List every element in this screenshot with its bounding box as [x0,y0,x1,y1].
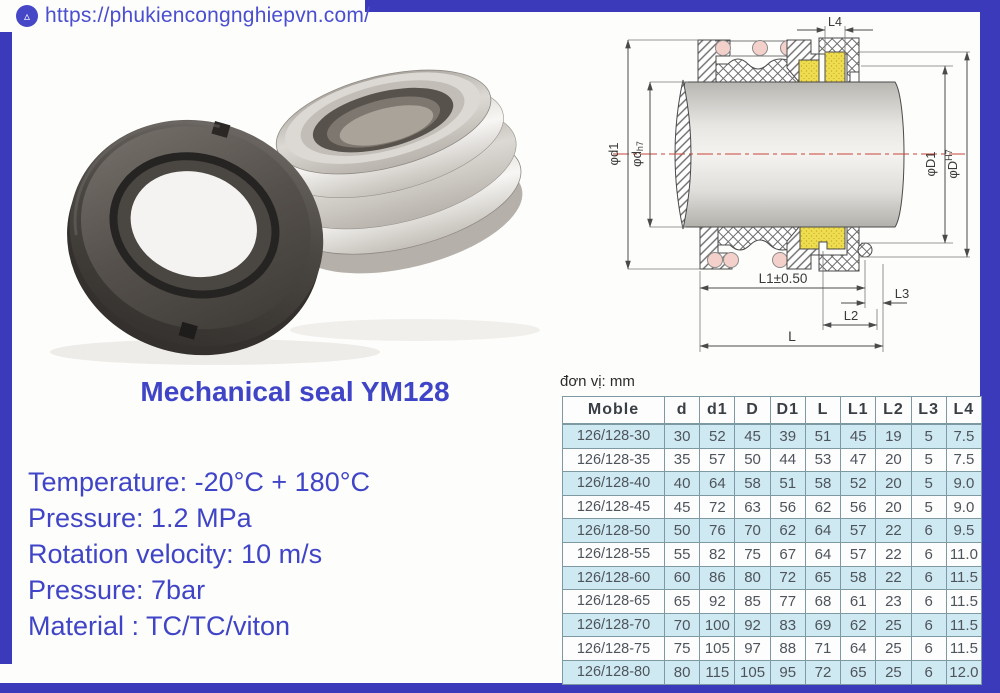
value-cell: 44 [770,448,805,472]
unit-note: đơn vị: mm [560,373,635,390]
value-cell: 105 [700,637,735,661]
value-cell: 51 [805,424,840,448]
value-cell: 58 [735,472,770,496]
value-cell: 86 [700,566,735,590]
lower-seal-assembly [700,227,872,271]
table-row [563,519,982,543]
product-photo [10,28,540,378]
value-cell: 56 [770,495,805,519]
value-cell: 85 [735,590,770,614]
value-cell: 68 [805,590,840,614]
model-cell: 126/128-50 [563,519,665,543]
value-cell: 67 [770,542,805,566]
value-cell: 20 [876,448,911,472]
table-row [563,495,982,519]
photo-shadow [290,319,540,341]
value-cell: 76 [700,519,735,543]
value-cell: 53 [805,448,840,472]
spec-line-pressure-bar: Pressure: 7bar [28,575,206,605]
value-cell: 52 [841,472,876,496]
value-cell: 58 [805,472,840,496]
value-cell: 63 [735,495,770,519]
value-cell: 9.0 [946,472,981,496]
value-cell: 70 [735,519,770,543]
value-cell: 12.0 [946,660,981,684]
value-cell: 6 [911,637,946,661]
spec-line-temperature: Temperature: -20°C + 180°C [28,467,371,497]
table-row [563,542,982,566]
value-cell: 62 [805,495,840,519]
value-cell: 57 [700,448,735,472]
rotating-face [799,60,819,82]
site-url-row [16,4,370,28]
value-cell: 11.5 [946,590,981,614]
value-cell: 60 [665,566,700,590]
right-border-bar [980,0,1000,693]
table-row [563,424,982,448]
table-header-cell: d [665,397,700,425]
value-cell: 65 [841,660,876,684]
value-cell: 20 [876,495,911,519]
dim-label-DH7: $\varphi D^{H7}$ [944,149,960,179]
value-cell: 11.5 [946,566,981,590]
table-row [563,637,982,661]
value-cell: 19 [876,424,911,448]
top-border-bar [365,0,1000,12]
model-cell: 126/128-35 [563,448,665,472]
value-cell: 57 [841,519,876,543]
value-cell: 11.0 [946,542,981,566]
value-cell: 58 [841,566,876,590]
value-cell: 5 [911,424,946,448]
value-cell: 65 [805,566,840,590]
value-cell: 40 [665,472,700,496]
model-cell: 126/128-45 [563,495,665,519]
value-cell: 6 [911,519,946,543]
stationary-seat [825,52,845,82]
value-cell: 92 [735,613,770,637]
model-cell: 126/128-80 [563,660,665,684]
value-cell: 77 [770,590,805,614]
value-cell: 45 [735,424,770,448]
value-cell: 22 [876,566,911,590]
value-cell: 25 [876,660,911,684]
value-cell: 80 [665,660,700,684]
value-cell: 72 [700,495,735,519]
value-cell: 6 [911,566,946,590]
value-cell: 95 [770,660,805,684]
dim-label-l3: L3 [894,286,910,301]
value-cell: 83 [770,613,805,637]
value-cell: 5 [911,472,946,496]
table-row [563,472,982,496]
value-cell: 6 [911,613,946,637]
value-cell: 64 [805,542,840,566]
value-cell: 62 [841,613,876,637]
value-cell: 50 [735,448,770,472]
value-cell: 57 [841,542,876,566]
value-cell: 72 [770,566,805,590]
value-cell: 71 [805,637,840,661]
value-cell: 64 [841,637,876,661]
value-cell: 92 [700,590,735,614]
model-cell: 126/128-65 [563,590,665,614]
value-cell: 35 [665,448,700,472]
value-cell: 25 [876,613,911,637]
value-cell: 45 [841,424,876,448]
value-cell: 75 [735,542,770,566]
model-cell: 126/128-75 [563,637,665,661]
value-cell: 80 [735,566,770,590]
dim-label-D1: φD1 [923,151,938,177]
value-cell: 56 [841,495,876,519]
table-row [563,613,982,637]
o-ring [858,243,872,257]
upper-seal-assembly [698,38,859,82]
dim-label-dh7: φdh7 [629,141,645,167]
value-cell: 88 [770,637,805,661]
value-cell: 97 [735,637,770,661]
value-cell: 52 [700,424,735,448]
value-cell: 50 [665,519,700,543]
value-cell: 75 [665,637,700,661]
table-header-cell: L4 [946,397,981,425]
site-url[interactable]: https://phukiencongnghiepvn.com/ [45,4,371,27]
value-cell: 5 [911,495,946,519]
table-row [563,590,982,614]
value-cell: 11.5 [946,637,981,661]
table-header-cell: L3 [911,397,946,425]
value-cell: 55 [665,542,700,566]
value-cell: 22 [876,542,911,566]
dim-label-d1: φd1 [606,142,621,166]
dimension-table-wrap [562,396,982,685]
model-cell: 126/128-70 [563,613,665,637]
value-cell: 65 [665,590,700,614]
value-cell: 30 [665,424,700,448]
table-header-cell: L1 [841,397,876,425]
table-header-cell: L2 [876,397,911,425]
table-header-row [563,397,982,425]
value-cell: 20 [876,472,911,496]
spec-table [562,396,982,685]
table-header-cell: d1 [700,397,735,425]
table-header-cell: L [805,397,840,425]
value-cell: 64 [805,519,840,543]
table-header-cell: D [735,397,770,425]
value-cell: 11.5 [946,613,981,637]
spec-list [28,464,370,644]
value-cell: 23 [876,590,911,614]
value-cell: 7.5 [946,448,981,472]
value-cell: 69 [805,613,840,637]
table-row [563,448,982,472]
dim-label-l2: L2 [843,308,859,323]
value-cell: 22 [876,519,911,543]
value-cell: 51 [770,472,805,496]
value-cell: 115 [700,660,735,684]
value-cell: 47 [841,448,876,472]
spec-line-rotation: Rotation velocity: 10 m/s [28,539,323,569]
value-cell: 6 [911,590,946,614]
product-title: Mechanical seal YM128 [140,376,450,407]
value-cell: 9.5 [946,519,981,543]
dim-label-l: L [788,328,796,344]
value-cell: 72 [805,660,840,684]
value-cell: 64 [700,472,735,496]
table-header-cell: D1 [770,397,805,425]
table-row [563,566,982,590]
table-header-cell: Moble [563,397,665,425]
value-cell: 6 [911,542,946,566]
model-cell: 126/128-60 [563,566,665,590]
value-cell: 5 [911,448,946,472]
value-cell: 70 [665,613,700,637]
value-cell: 7.5 [946,424,981,448]
dim-label-l1: L1±0.50 [758,271,808,286]
model-cell: 126/128-40 [563,472,665,496]
technical-diagram [555,14,975,369]
value-cell: 105 [735,660,770,684]
model-cell: 126/128-55 [563,542,665,566]
value-cell: 6 [911,660,946,684]
spec-line-pressure: Pressure: 1.2 MPa [28,503,252,533]
value-cell: 9.0 [946,495,981,519]
site-logo-icon: ▵ [16,5,38,27]
value-cell: 45 [665,495,700,519]
table-row [563,660,982,684]
value-cell: 39 [770,424,805,448]
spec-line-material: Material : TC/TC/viton [28,611,291,641]
value-cell: 82 [700,542,735,566]
model-cell: 126/128-30 [563,424,665,448]
value-cell: 61 [841,590,876,614]
dim-label-l4: L4 [828,15,842,29]
value-cell: 62 [770,519,805,543]
value-cell: 100 [700,613,735,637]
value-cell: 25 [876,637,911,661]
